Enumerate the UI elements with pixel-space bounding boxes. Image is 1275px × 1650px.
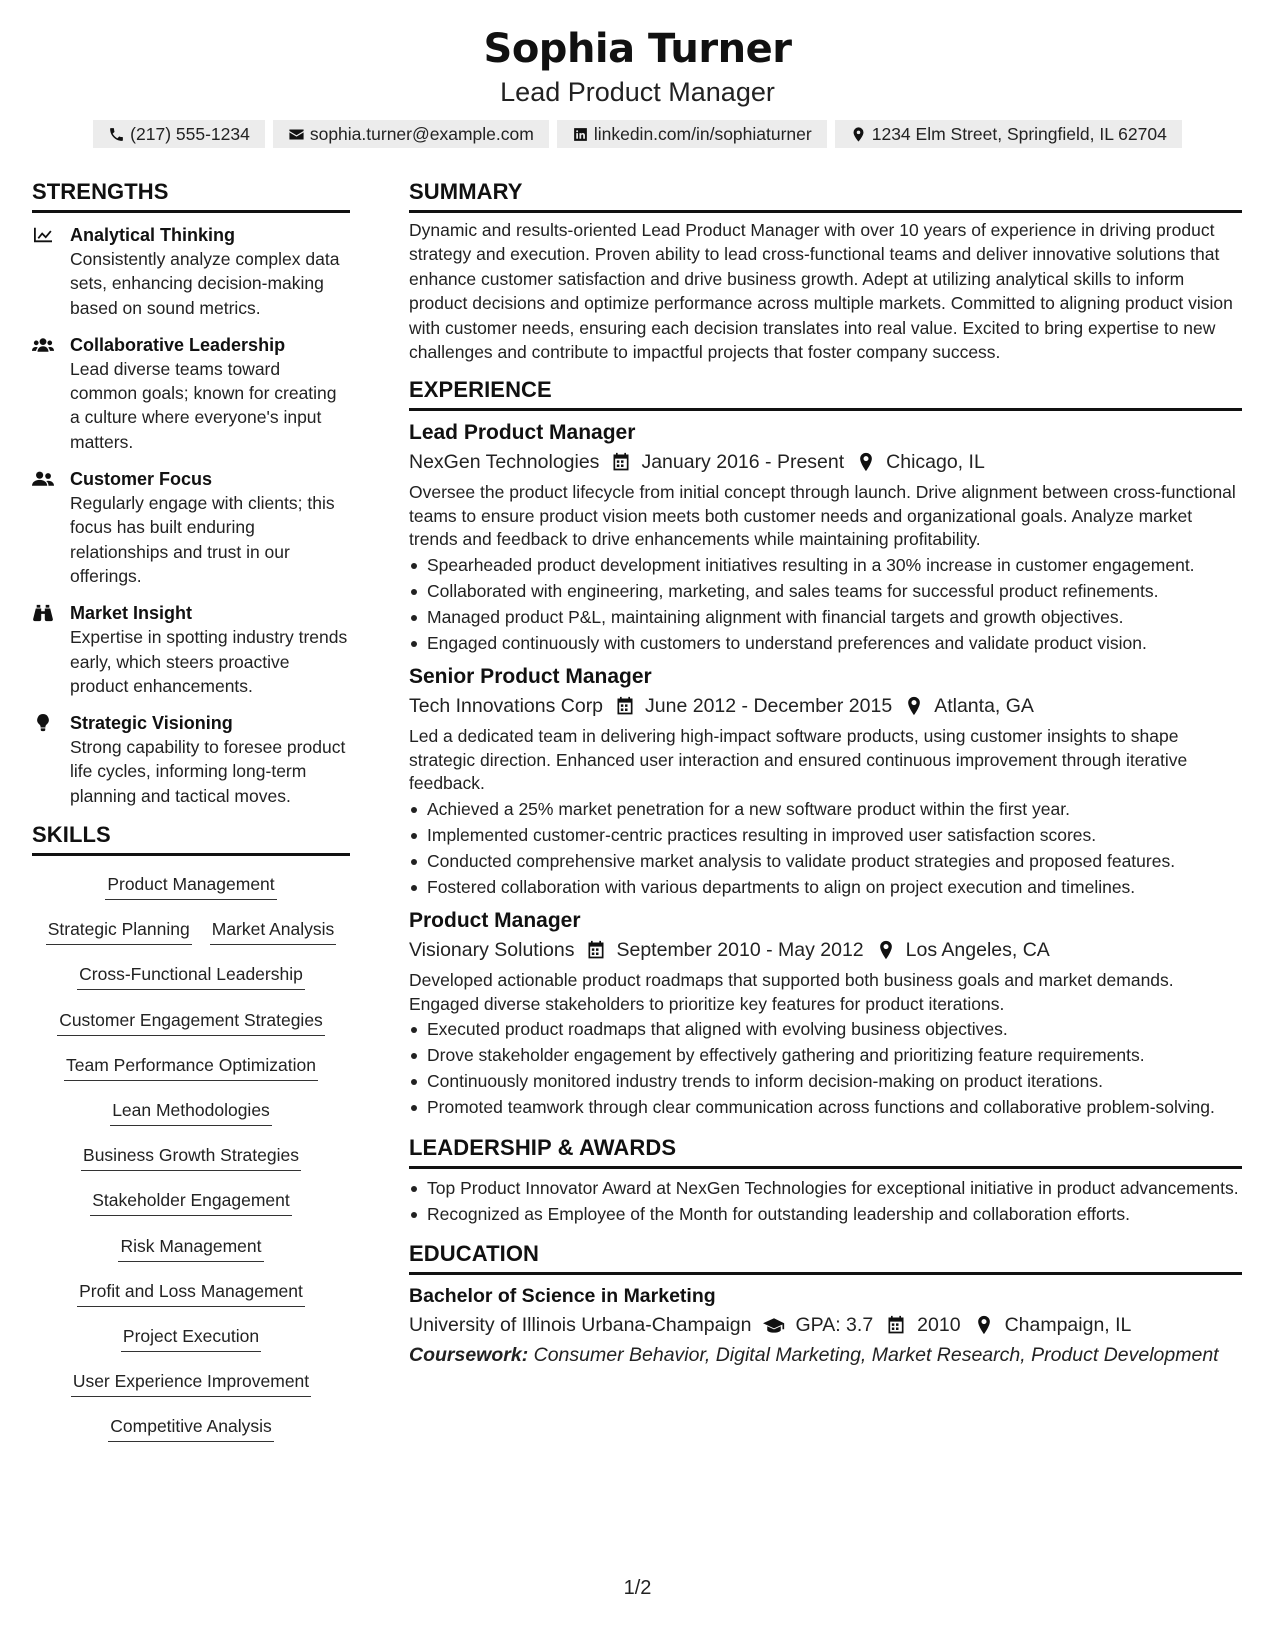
phone-text: (217) 555-1234	[130, 123, 250, 144]
bullet-item: Drove stakeholder engagement by effectively gathering and prioritizing feature requirements.	[409, 1044, 1242, 1068]
job-bullets	[409, 1018, 1242, 1120]
skill-tag: Lean Methodologies	[110, 1099, 272, 1126]
bullet-item: Achieved a 25% market penetration for a new software product within the first year.	[409, 798, 1242, 822]
right-column	[409, 178, 1242, 1370]
contact-phone	[93, 120, 265, 148]
graduation-year: 2010	[917, 1314, 961, 1337]
skill-tag: User Experience Improvement	[71, 1370, 311, 1397]
linkedin-text: linkedin.com/in/sophiaturner	[593, 123, 812, 144]
bullet-item: Collaborated with engineering, marketing, and sales teams for successful product refinements.	[409, 580, 1242, 604]
skill-tag: Strategic Planning	[46, 918, 192, 945]
bullet-item: Implemented customer-centric practices resulting in improved user satisfaction scores.	[409, 824, 1242, 848]
education-meta	[409, 1310, 1242, 1340]
skill-tag: Competitive Analysis	[108, 1415, 273, 1442]
user-friends-icon	[32, 470, 54, 488]
job-meta	[409, 691, 1242, 721]
strength-desc: Consistently analyze complex data sets, enhancing decision-making based on sound metrics.	[70, 249, 340, 318]
resume-header	[0, 24, 1275, 148]
left-column	[32, 178, 350, 1445]
bullet-item: Conducted comprehensive market analysis to validate product strategies and proposed features.	[409, 850, 1242, 874]
candidate-name: Sophia Turner	[483, 26, 792, 72]
strength-title: Customer Focus	[70, 469, 213, 490]
strength-desc: Expertise in spotting industry trends early, which steers proactive product enhancements.	[70, 627, 348, 696]
job-title: Product Manager	[409, 909, 581, 933]
job-description: Developed actionable product roadmaps that supported both business goals and market demands. Engaged diverse stakeholders to prioritize key features for product iterations.	[409, 970, 1174, 1014]
strength-desc: Lead diverse teams toward common goals; known for creating a culture where everyone's input matters.	[70, 358, 337, 452]
summary-text: Dynamic and results-oriented Lead Product Manager with over 10 years of experience in driving product strategy and execution. Proven ability to lead cross-functional teams and deliver innovative solutions that enhance customer satisfaction and drive business growth. Adept at utilizing analytical skills to inform product decisions and optimize performance across multiple markets. Committed to aligning product vision with customer needs, ensuring each decision translates into real value. Excited to bring expertise to new challenges and contribute to impactful projects that foster company success.	[409, 220, 1233, 363]
phone-icon	[108, 126, 125, 143]
job-entry	[409, 907, 1242, 1120]
job-bullets	[409, 798, 1242, 900]
users-icon	[32, 336, 54, 354]
job-description: Oversee the product lifecycle from initial concept through launch. Drive alignment between cross-functional teams to ensure product vision meets both customer needs and organizational goals. Analyze market trends and feedback to drive enhancements while maintaining profitability.	[409, 482, 1236, 550]
strength-item	[32, 467, 350, 588]
job-company: NexGen Technologies	[409, 451, 600, 474]
school-name: University of Illinois Urbana-Champaign	[409, 1314, 752, 1337]
skill-tag: Project Execution	[121, 1325, 261, 1352]
skills-heading: SKILLS	[32, 821, 350, 856]
coursework-text: Consumer Behavior, Digital Marketing, Market Research, Product Development	[533, 1344, 1219, 1367]
education-heading: EDUCATION	[409, 1240, 1242, 1275]
strengths-list	[32, 223, 350, 808]
bullet-item: Promoted teamwork through clear communication across functions and collaborative problem-solving.	[409, 1096, 1242, 1120]
chart-line-icon	[32, 226, 54, 244]
summary-heading: SUMMARY	[409, 178, 1242, 213]
map-marker-icon	[876, 940, 896, 960]
map-marker-icon	[973, 1315, 995, 1335]
page-number: 1/2	[623, 1577, 652, 1599]
email-text: sophia.turner@example.com	[309, 123, 534, 144]
job-dates: September 2010 - May 2012	[616, 939, 864, 962]
skill-tag: Product Management	[105, 873, 276, 900]
coursework-label: Coursework:	[409, 1344, 529, 1367]
job-dates: January 2016 - Present	[641, 451, 845, 474]
experience-heading: EXPERIENCE	[409, 376, 1242, 411]
binoculars-icon	[32, 604, 54, 622]
contact-address	[835, 120, 1182, 148]
strength-item	[32, 333, 350, 454]
calendar-icon	[885, 1315, 907, 1335]
job-title: Lead Product Manager	[409, 421, 636, 445]
coursework	[409, 1340, 1242, 1370]
address-text: 1234 Elm Street, Springfield, IL 62704	[871, 123, 1167, 144]
job-location: Los Angeles, CA	[905, 939, 1050, 962]
skill-tag: Stakeholder Engagement	[90, 1189, 292, 1216]
contact-bar	[0, 120, 1275, 148]
graduation-cap-icon	[763, 1315, 785, 1335]
job-location: Chicago, IL	[886, 451, 985, 474]
calendar-icon	[611, 452, 631, 472]
job-meta	[409, 935, 1242, 965]
strength-desc: Regularly engage with clients; this focus has built enduring relationships and trust in our offerings.	[70, 493, 335, 586]
skill-tag: Market Analysis	[210, 918, 337, 945]
skills-list	[32, 858, 350, 1445]
job-location: Atlanta, GA	[934, 695, 1034, 718]
strength-title: Market Insight	[70, 603, 193, 624]
bullet-item: Managed product P&L, maintaining alignment with financial targets and growth objectives.	[409, 606, 1242, 630]
job-bullets	[409, 554, 1242, 656]
skill-tag: Business Growth Strategies	[81, 1144, 301, 1171]
strength-title: Strategic Visioning	[70, 713, 233, 734]
awards-list	[409, 1177, 1242, 1227]
degree-title: Bachelor of Science in Marketing	[409, 1285, 716, 1308]
job-company: Tech Innovations Corp	[409, 695, 604, 718]
envelope-icon	[288, 126, 305, 143]
job-description: Led a dedicated team in delivering high-impact software products, using customer insights to shape strategic direction. Enhanced user interaction and ensured continuous improvement through iterative feedback.	[409, 726, 1188, 794]
award-item: Recognized as Employee of the Month for outstanding leadership and collaboration efforts.	[409, 1203, 1242, 1227]
map-marker-icon	[856, 452, 876, 472]
calendar-icon	[615, 696, 635, 716]
school-location: Champaign, IL	[1004, 1314, 1132, 1337]
gpa: GPA: 3.7	[795, 1314, 874, 1337]
job-entry	[409, 663, 1242, 899]
job-entry	[409, 419, 1242, 655]
lightbulb-icon	[32, 714, 54, 732]
skill-tag: Cross-Functional Leadership	[77, 963, 305, 990]
linkedin-icon	[572, 126, 589, 143]
strength-item	[32, 601, 350, 698]
strength-item	[32, 223, 350, 320]
map-marker-icon	[850, 126, 867, 143]
bullet-item: Executed product roadmaps that aligned with evolving business objectives.	[409, 1018, 1242, 1042]
contact-linkedin	[557, 120, 827, 148]
candidate-title: Lead Product Manager	[500, 77, 775, 107]
award-item: Top Product Innovator Award at NexGen Technologies for exceptional initiative in product advancements.	[409, 1177, 1242, 1201]
strength-title: Analytical Thinking	[70, 225, 236, 245]
skill-tag: Risk Management	[118, 1235, 263, 1262]
job-dates: June 2012 - December 2015	[645, 695, 893, 718]
skill-tag: Profit and Loss Management	[77, 1280, 305, 1307]
skill-tag: Team Performance Optimization	[64, 1054, 318, 1081]
calendar-icon	[586, 940, 606, 960]
map-marker-icon	[904, 696, 924, 716]
bullet-item: Engaged continuously with customers to understand preferences and validate product vision.	[409, 632, 1242, 656]
bullet-item: Fostered collaboration with various departments to align on project execution and timelines.	[409, 876, 1242, 900]
strength-desc: Strong capability to foresee product life cycles, informing long-term planning and tactical moves.	[70, 737, 346, 806]
job-meta	[409, 447, 1242, 477]
bullet-item: Continuously monitored industry trends to inform decision-making on product iterations.	[409, 1070, 1242, 1094]
leadership-heading: LEADERSHIP & AWARDS	[409, 1134, 1242, 1169]
bullet-item: Spearheaded product development initiatives resulting in a 30% increase in customer engagement.	[409, 554, 1242, 578]
strengths-heading: STRENGTHS	[32, 178, 350, 213]
job-title: Senior Product Manager	[409, 665, 652, 689]
skill-tag: Customer Engagement Strategies	[57, 1009, 325, 1036]
contact-email	[273, 120, 549, 148]
strength-item	[32, 711, 350, 808]
job-company: Visionary Solutions	[409, 939, 575, 962]
strength-title: Collaborative Leadership	[70, 334, 286, 355]
